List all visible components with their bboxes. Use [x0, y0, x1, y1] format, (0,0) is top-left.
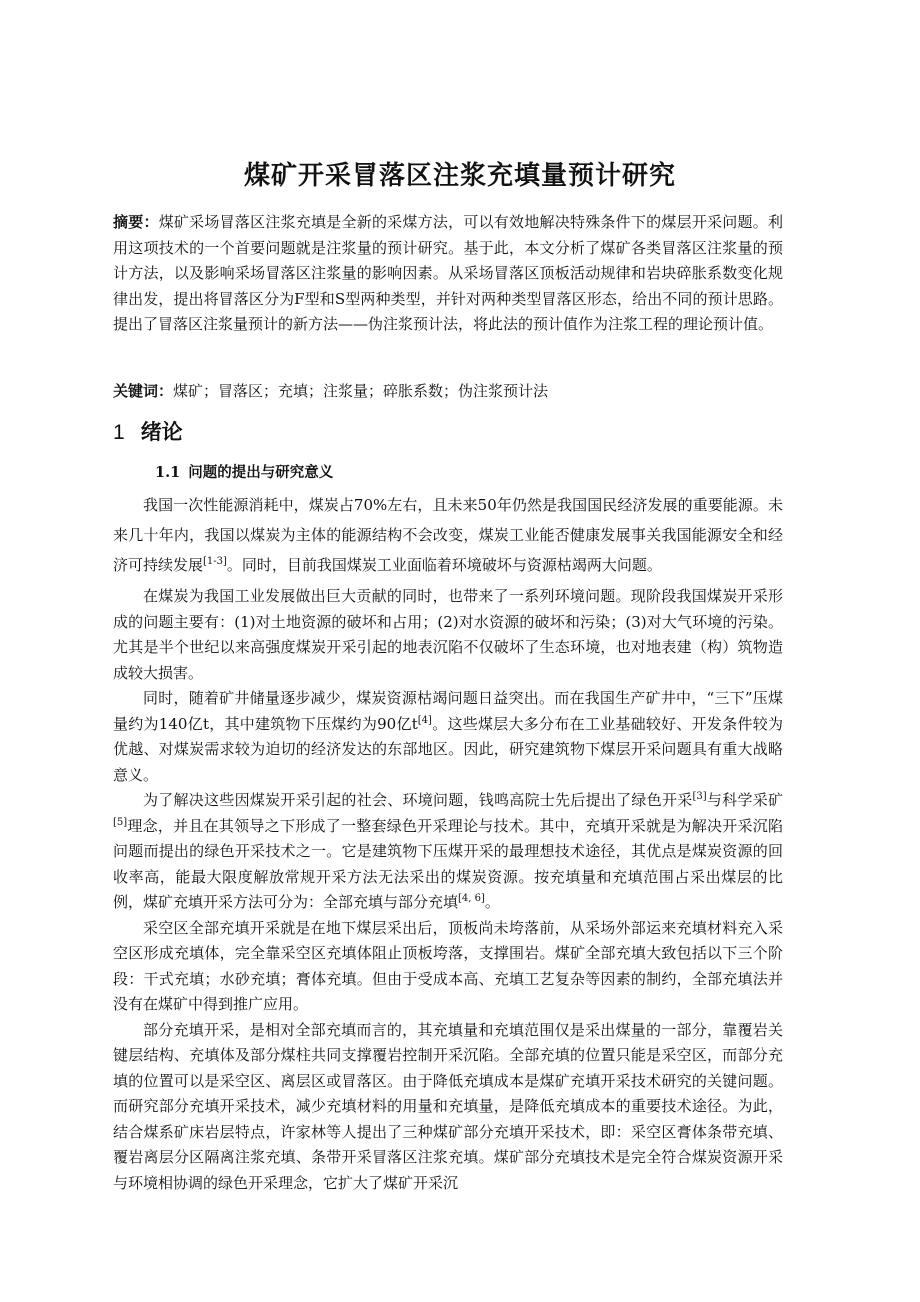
abstract-text: 煤矿采场冒落区注浆充填是全新的采煤方法，可以有效地解决特殊条件下的煤层开采问题。利用这项技术的一个首要问题就是注浆量的预计研究。基于此，本文分析了煤矿各类冒落区注浆量的预计方法，以及影响采场冒落区注浆量的影响因素。从采场冒落区顶板活动规律和岩块碎胀系数变化规律出发，提出将冒落区分为F型和S型两种类型，并针对两种类型冒落区形态，给出不同的预计思路。提出了冒落区注浆量预计的新方法——伪注浆预计法，将此法的预计值作为注浆工程的理论预计值。	[113, 213, 783, 333]
citation: [4, 6]	[458, 893, 485, 904]
section-heading	[113, 416, 183, 446]
paragraph-text: 我国一次性能源消耗中，煤炭占70%左右，且未来50年仍然是我国国民经济发展的重要能源。未来几十年内，我国以煤炭为主体的能源结构不会改变，煤炭工业能否健康发展事关我国能源安全和经济可持续发展	[113, 496, 783, 574]
paragraph: 部分充填开采，是相对全部充填而言的，其充填量和充填范围仅是采出煤量的一部分，靠覆岩关键层结构、充填体及部分煤柱共同支撑覆岩控制开采沉陷。全部充填的位置只能是采空区，而部分充填的位置可以是采空区、离层区或冒落区。由于降低充填成本是煤矿充填开采技术研究的关键问题。而研究部分充填开采技术，减少充填材料的用量和充填量，是降低充填成本的重要技术途径。为此，结合煤系矿床岩层特点，许家林等人提出了三种煤矿部分充填开采技术，即：采空区膏体条带充填、覆岩离层分区隔离注浆充填、条带开采冒落区注浆充填。煤矿部分充填技术是完全符合煤炭资源开采与环境相协调的绿色开采理念，它扩大了煤矿开采沉	[113, 1020, 783, 1192]
paragraph	[113, 788, 783, 916]
citation: [1-3]	[203, 556, 227, 567]
paragraph-text: 同时，随着矿井储量逐步减少，煤炭资源枯竭问题日益突出。而在我国生产矿井中，“三下”压煤量约为140亿t，其中建筑物下压煤约为90亿t	[113, 689, 783, 733]
keywords	[113, 379, 783, 403]
abstract	[113, 210, 783, 338]
paragraph	[113, 686, 783, 788]
subsection-number: 1.1	[155, 464, 181, 481]
abstract-label: 摘要：	[113, 213, 159, 231]
paper-title: 煤矿开采冒落区注浆充填量预计研究	[243, 161, 676, 191]
paragraph-text: 与科学采矿	[706, 791, 783, 809]
paragraph-text: 为了解决这些因煤炭开采引起的社会、环境问题，钱鸣高院士先后提出了绿色开采	[143, 791, 693, 809]
subsection-heading	[155, 461, 333, 482]
paragraph	[113, 490, 783, 580]
section-number: 1	[113, 421, 125, 444]
paragraph-text: 。同时，目前我国煤炭工业面临着环境破坏与资源枯竭两大问题。	[226, 556, 662, 574]
paragraph-text: 。	[484, 893, 500, 911]
section-title: 绪论	[140, 419, 183, 444]
citation: [5]	[113, 816, 128, 828]
paragraph: 采空区全部充填开采就是在地下煤层采出后，顶板尚未垮落前，从采场外部运来充填材料充入采空区形成充填体，完全靠采空区充填体阻止顶板垮落，支撑围岩。煤矿全部充填大致包括以下三个阶段：干式充填；水砂充填；膏体充填。但由于受成本高、充填工艺复杂等因素的制约，全部充填法并没有在煤矿中得到推广应用。	[113, 918, 783, 1013]
paragraph: 在煤炭为我国工业发展做出巨大贡献的同时，也带来了一系列环境问题。现阶段我国煤炭开采形成的问题主要有：(1)对土地资源的破坏和占用；(2)对水资源的破坏和污染；(3)对大气环境的污染。尤其是半个世纪以来高强度煤炭开采引起的地表沉陷不仅破坏了生态环境，也对地表建（构）筑物造成较大损害。	[113, 587, 783, 682]
subsection-title: 问题的提出与研究意义	[188, 464, 334, 481]
paragraph-text: 理念，并且在其领导之下形成了一整套绿色开采理论与技术。其中，充填开采就是为解决开采沉陷问题而提出的绿色开采技术之一。它是建筑物下压煤开采的最理想技术途径，其优点是煤炭资源的回收率高，能最大限度解放常规开采方法无法采出的煤炭资源。按充填量和充填范围占采出煤层的比例，煤矿充填开采方法可分为：全部充填与部分充填	[113, 816, 783, 911]
citation: [4]	[417, 714, 432, 726]
citation: [3]	[692, 791, 707, 802]
body-text	[113, 490, 783, 1196]
paragraph-text: 。这些煤层大多分布在工业基础较好、开发条件较为优越、对煤炭需求较为迫切的经济发达的东部地区。因此，研究建筑物下煤层开采问题具有重大战略意义。	[113, 714, 783, 784]
keywords-text: 煤矿；冒落区；充填；注浆量；碎胀系数；伪注浆预计法	[173, 382, 549, 400]
keywords-label: 关键词：	[113, 382, 174, 400]
